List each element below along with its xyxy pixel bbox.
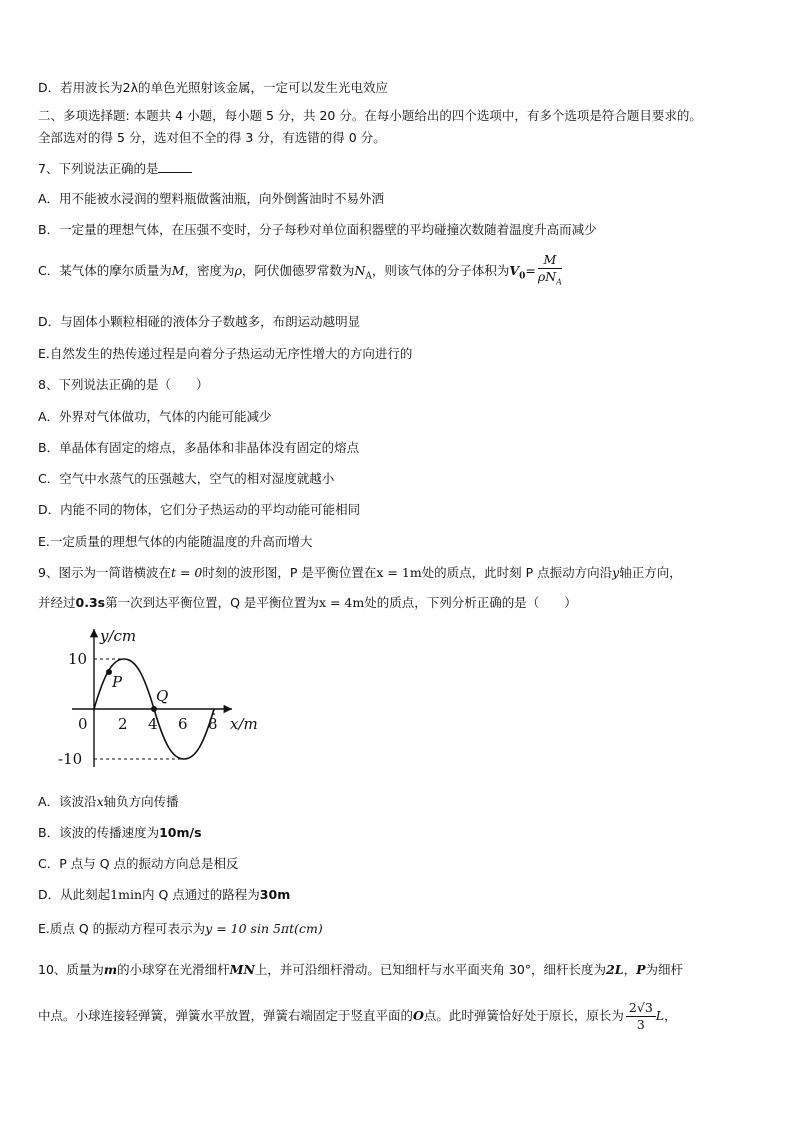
x-axis-label: x/m	[230, 715, 258, 733]
q8-option-c: C．空气中水蒸气的压强越大，空气的相对湿度就越小	[38, 471, 335, 486]
q10-l1-MN: MN	[229, 962, 255, 977]
q9-a-pre: A．该波沿	[38, 794, 97, 809]
q7-c-M: M	[171, 262, 185, 278]
answer-blank	[158, 160, 192, 173]
option-d-previous: D．若用波长为2λ的单色光照射该金属，一定可以发生光电效应	[38, 80, 388, 95]
q9-option-d	[38, 886, 290, 904]
q7-c-pre: C．某气体的摩尔质量为	[38, 262, 172, 278]
q9-option-e	[38, 920, 323, 938]
q8-option-d: D．内能不同的物体，它们分子热运动的平均动能可能相同	[38, 502, 361, 517]
q9-l1-c: 处的质点，此时刻 P 点振动方向沿	[421, 565, 613, 580]
q7-c-mid2: ，阿伏伽德罗常数为	[241, 262, 355, 278]
q7-c-den-text: ρN	[537, 269, 557, 284]
q10-l1-b: 的小球穿在光滑细杆	[117, 962, 230, 977]
q7-c-den-sub: A	[556, 277, 562, 287]
q7-c-V0: V	[509, 262, 520, 278]
q9-e-pre: E.质点 Q 的振动方程可表示为	[38, 921, 206, 936]
q9-d-mid: 内 Q 点通过的路程为	[142, 887, 260, 902]
label-Q: Q	[156, 687, 169, 705]
label-P: P	[112, 673, 123, 691]
q10-l1-c: 上，并可沿细杆滑动。已知细杆与水平面夹角 30°，细杆长度为	[254, 962, 607, 977]
q9-l2-t: 0.3s	[75, 595, 106, 610]
q7-c-eq: =	[525, 262, 536, 278]
q9-b-val: 10m/s	[159, 825, 202, 840]
q7-option-c	[38, 252, 562, 288]
q10-l1-d: ，	[623, 962, 637, 977]
q8-option-a: A．外界对气体做功，气体的内能可能减少	[38, 409, 272, 424]
x-tick-2: 2	[118, 715, 128, 733]
q7-c-num: M	[538, 252, 562, 269]
q10-l2-den: 3	[636, 1017, 645, 1032]
y-axis-label: y/cm	[100, 627, 137, 645]
q7-option-d: D．与固体小颗粒相碰的液体分子数越多，布朗运动越明显	[38, 314, 361, 329]
q7-c-NA-sub: A	[365, 271, 372, 282]
q9-l1-d: 轴正方向，	[619, 565, 682, 580]
q9-a-x: x	[96, 794, 104, 809]
q7-c-mid1: ，密度为	[184, 262, 235, 278]
q10-line2	[38, 996, 677, 1036]
q9-e-eq: y = 10 sin 5πt(cm)	[205, 921, 323, 936]
q7-stem-text: 7、下列说法正确的是	[38, 161, 159, 176]
q9-option-a	[38, 793, 179, 811]
q8-stem: 8、下列说法正确的是（ ）	[38, 377, 209, 392]
q7-c-fraction	[538, 252, 562, 291]
q10-l1-2L: 2L	[606, 962, 624, 977]
y-tick-top: 10	[68, 650, 88, 668]
q10-line1	[38, 961, 683, 979]
q9-l2-x: x = 4m	[318, 595, 365, 610]
y-tick-bottom: -10	[58, 750, 83, 768]
q9-l1-b: 时刻的波形图，P 是平衡位置在	[202, 565, 377, 580]
q9-l1-x: x = 1m	[376, 565, 422, 580]
q10-l2-L: L	[655, 1008, 665, 1023]
q7-option-a: A．用不能被水浸润的塑料瓶做酱油瓶，向外倒酱油时不易外洒	[38, 191, 385, 206]
q10-l1-a: 10、质量为	[38, 962, 104, 977]
q7-c-mid3: ，则该气体的分子体积为	[371, 262, 510, 278]
q7-c-NA: N	[354, 262, 366, 278]
q9-l2-a: 并经过	[38, 595, 76, 610]
q10-l2-num: 2√3	[626, 1000, 656, 1017]
x-tick-6: 6	[178, 715, 188, 733]
q7-c-den	[538, 269, 562, 291]
q10-l2-fraction	[626, 1000, 656, 1033]
q10-l1-e: 为细杆	[645, 962, 683, 977]
q9-option-b	[38, 824, 202, 842]
q8-option-b: B．单晶体有固定的熔点，多晶体和非晶体没有固定的熔点	[38, 440, 360, 455]
q9-d-t: 1min	[110, 887, 142, 902]
q9-d-val: 30m	[259, 887, 291, 902]
q10-l1-P: P	[636, 962, 646, 977]
x-tick-0: 0	[78, 715, 88, 733]
q10-l2-b: 点。此时弹簧恰好处于原长，原长为	[423, 1008, 624, 1023]
q9-l1-y: y	[612, 565, 620, 580]
x-tick-8: 8	[208, 715, 218, 733]
q9-l1-a: 9、图示为一简谐横波在	[38, 565, 171, 580]
q9-stem-line1	[38, 564, 682, 582]
q9-b-pre: B．该波的传播速度为	[38, 825, 160, 840]
q7-stem	[38, 160, 192, 178]
q10-l2-O: O	[413, 1008, 424, 1023]
q8-option-e: E.一定质量的理想气体的内能随温度的升高而增大	[38, 534, 313, 549]
q9-option-c: C．P 点与 Q 点的振动方向总是相反	[38, 856, 239, 871]
q9-stem-line2	[38, 594, 577, 612]
q7-c-V0-sub: 0	[519, 271, 526, 282]
q9-l2-c: 处的质点，下列分析正确的是（ ）	[364, 595, 577, 610]
section-header-line2: 全部选对的得 5 分，选对但不全的得 3 分，有选错的得 0 分。	[38, 130, 386, 145]
q10-l2-c: ，	[664, 1008, 677, 1023]
q9-a-post: 轴负方向传播	[103, 794, 179, 809]
q7-option-e: E.自然发生的热传递过程是向着分子热运动无序性增大的方向进行的	[38, 346, 413, 361]
section-header-line1: 二、多项选择题: 本题共 4 小题，每小题 5 分，共 20 分。在每小题给出的四个选项中，有多个选项是符合题目要求的。	[38, 108, 702, 123]
q7-c-rho: ρ	[234, 262, 242, 278]
q7-option-b: B．一定量的理想气体，在压强不变时，分子每秒对单位面积器壁的平均碰撞次数随着温度升高而减少	[38, 222, 597, 237]
q10-l1-m: m	[103, 962, 118, 977]
q9-d-pre: D．从此刻起	[38, 887, 111, 902]
q9-l2-b: 第一次到达平衡位置，Q 是平衡位置为	[105, 595, 319, 610]
x-tick-4: 4	[148, 715, 158, 733]
q10-l2-a: 中点。小球连接轻弹簧，弹簧水平放置，弹簧右端固定于竖直平面的	[38, 1008, 414, 1023]
point-Q	[151, 706, 157, 712]
q9-l1-t: t = 0	[170, 565, 203, 580]
wave-graph	[52, 625, 272, 775]
